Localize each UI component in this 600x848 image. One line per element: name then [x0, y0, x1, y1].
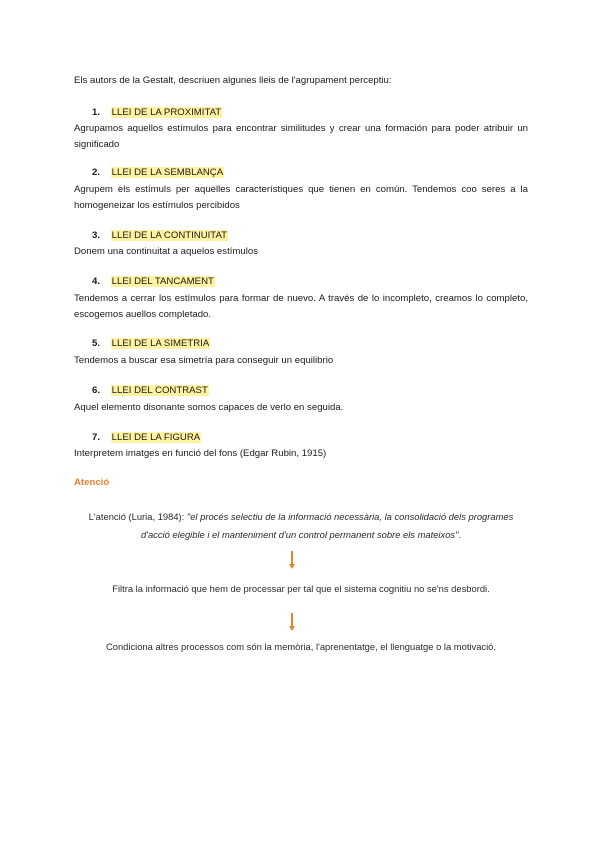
down-arrow-icon [289, 551, 295, 569]
law-title: LLEI DEL CONTRAST [111, 385, 208, 396]
attention-step-filter: Filtra la informació que hem de processar per tal que el sistema cognitiu no se'ns desbordi. [112, 583, 490, 594]
law-heading-simetria [92, 337, 210, 351]
law-description: Tendemos a cerrar los estímulos para formar de nuevo. A través de lo incompleto, creamos lo completo, escogemos auellos completado. [74, 293, 528, 320]
law-number: 7. [92, 432, 101, 443]
law-number: 6. [92, 385, 101, 396]
quote-prefix: L'atenció (Luria, 1984): [88, 511, 187, 522]
law-heading-contrast [92, 384, 209, 398]
down-arrow-icon [289, 613, 295, 631]
attention-step-condition: Condiciona altres processos com són la memòria, l'aprenentatge, el llenguatge o la motivació. [105, 641, 497, 652]
law-heading-tancament [92, 275, 215, 289]
law-description: Agrupem els estímuls per aquelles característiques que tienen en común. Tendemos coo seres a la homogeneizar los estímulos percibidos [74, 184, 528, 211]
law-title: LLEI DE LA CONTINUITAT [111, 230, 227, 241]
law-title: LLEI DE LA SIMETRIA [111, 338, 210, 349]
law-heading-figura [92, 431, 201, 445]
law-heading-semblanca [92, 166, 224, 180]
law-description: Agrupamos aquellos estímulos para encontrar similitudes y crear una formación para poder atribuir un significado [74, 123, 528, 150]
law-description: Interpretem imatges en funció del fons (Edgar Rubin, 1915) [74, 448, 327, 459]
law-number: 3. [92, 230, 101, 241]
law-title: LLEI DE LA PROXIMITAT [111, 107, 222, 118]
law-number: 4. [92, 276, 101, 287]
quote-text: "el procés selectiu de la informació necessària, la consolidació dels programes d'acció elegible i el manteniment d'un control permanent sobre els mateixos" [140, 511, 514, 540]
law-title: LLEI DEL TANCAMENT [111, 276, 214, 287]
law-title: LLEI DE LA FIGURA [111, 432, 201, 443]
quote-suffix: . [458, 529, 462, 540]
law-heading-proximitat [92, 106, 222, 120]
law-number: 5. [92, 338, 101, 349]
law-description: Aquel elemento disonante somos capaces de verlo en seguida. [74, 402, 344, 413]
attention-quote [74, 508, 528, 544]
law-description: Donem una continuitat a aquelos estímulos [74, 246, 258, 257]
law-title: LLEI DE LA SEMBLANÇA [111, 167, 224, 178]
intro-text: Els autors de la Gestalt, descriuen algunes lleis de l'agrupament perceptiu: [74, 75, 392, 86]
law-heading-continuitat [92, 229, 228, 243]
law-description: Tendemos a buscar esa simetría para conseguir un equilibrio [74, 355, 334, 366]
law-number: 1. [92, 107, 101, 118]
attention-heading: Atenció [74, 477, 110, 488]
law-number: 2. [92, 167, 101, 178]
